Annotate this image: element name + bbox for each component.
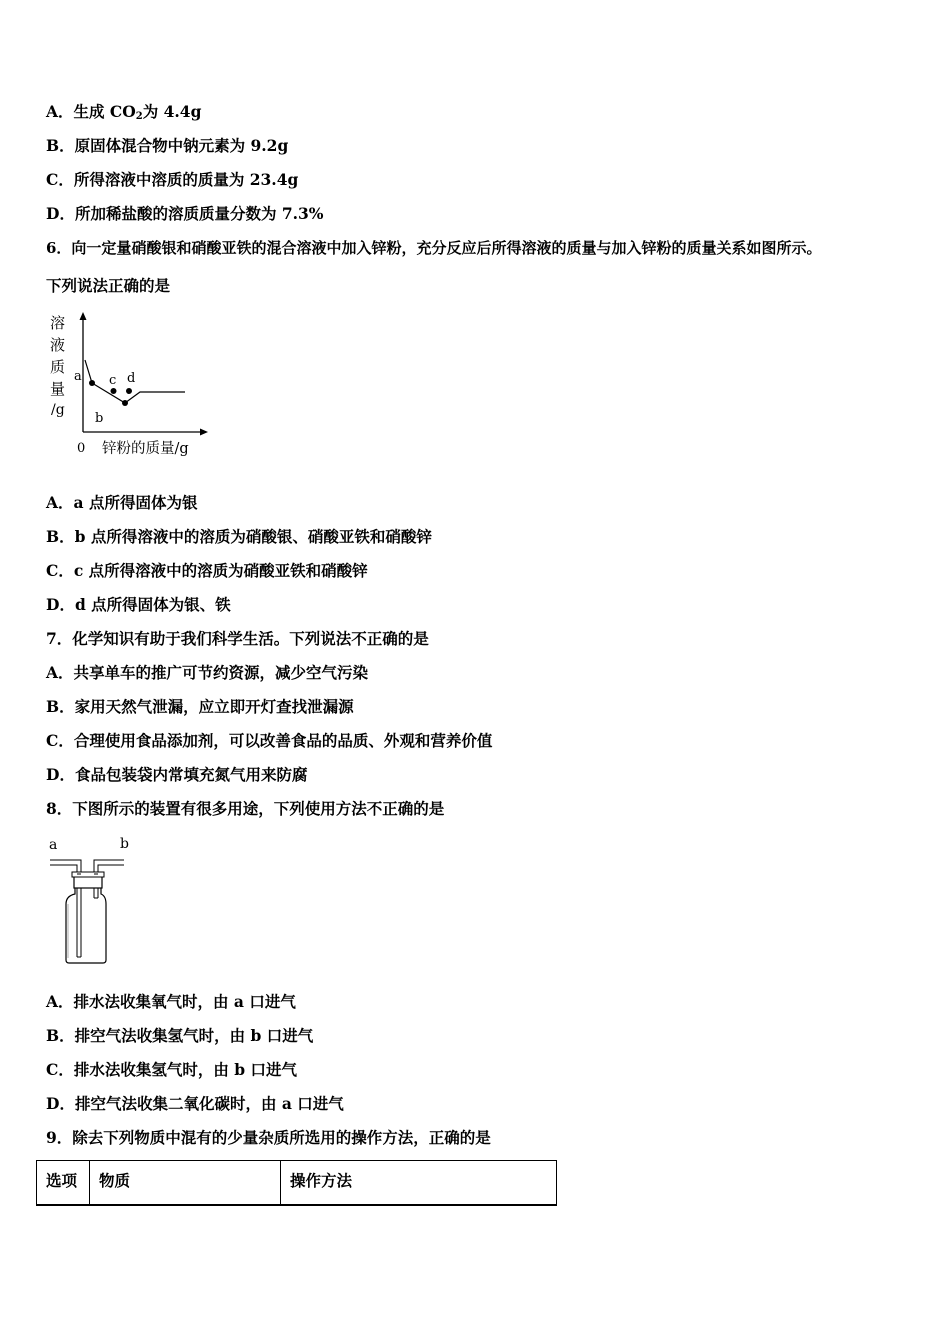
graph-label-d: d bbox=[127, 371, 136, 386]
q7-option-b: B．家用天然气泄漏，应立即开灯查找泄漏源 bbox=[46, 697, 354, 716]
graph-label-c: c bbox=[109, 373, 117, 388]
q6-stem-line1: 6．向一定量硝酸银和硝酸亚铁的混合溶液中加入锌粉，充分反应后所得溶液的质量与加入锌粉的质量关系如图所示。 bbox=[46, 239, 822, 257]
graph-point-b bbox=[122, 400, 128, 406]
q8-option-a: A．排水法收集氧气时，由 a 口进气 bbox=[46, 992, 296, 1011]
q8-stem: 8．下图所示的装置有很多用途，下列使用方法不正确的是 bbox=[46, 799, 445, 818]
graph-ylabel-5: /g bbox=[51, 402, 65, 418]
q9-options-table bbox=[36, 1160, 557, 1206]
q7-stem: 7．化学知识有助于我们科学生活。下列说法不正确的是 bbox=[46, 629, 429, 648]
table-header-substance: 物质 bbox=[90, 1161, 281, 1205]
graph-y-arrow bbox=[80, 312, 87, 320]
bottle-stopper bbox=[74, 876, 102, 888]
bottle-label-b: b bbox=[120, 836, 129, 852]
graph-point-a bbox=[89, 380, 95, 386]
graph-ylabel-3: 质 bbox=[50, 358, 66, 376]
q5-option-b: B．原固体混合物中钠元素为 9.2g bbox=[46, 136, 289, 155]
graph-x-arrow bbox=[200, 429, 208, 436]
q8-option-d: D．排空气法收集二氧化碳时，由 a 口进气 bbox=[46, 1094, 344, 1113]
bottle-stopper-top bbox=[72, 872, 104, 877]
q6-option-a: A．a 点所得固体为银 bbox=[46, 493, 198, 512]
q5-option-a: A．生成 $CO_2$为 4.4g bbox=[46, 102, 202, 122]
graph-label-a: a bbox=[74, 369, 82, 384]
bottle-label-a: a bbox=[49, 837, 58, 853]
q8-gas-bottle-figure bbox=[44, 832, 144, 972]
q5-option-d: D．所加稀盐酸的溶质质量分数为 7.3% bbox=[46, 204, 324, 223]
graph-label-b: b bbox=[95, 411, 104, 426]
q7-option-a: A．共享单车的推广可节约资源，减少空气污染 bbox=[46, 663, 369, 682]
q6-option-d: D．d 点所得固体为银、铁 bbox=[46, 595, 231, 614]
table-header-option: 选项 bbox=[37, 1161, 90, 1205]
graph-ylabel-4: 量 bbox=[50, 380, 66, 398]
q5-option-c: C．所得溶液中溶质的质量为 23.4g bbox=[46, 170, 299, 189]
bottle-body bbox=[66, 888, 106, 963]
q6-option-b: B．b 点所得溶液中的溶质为硝酸银、硝酸亚铁和硝酸锌 bbox=[46, 527, 432, 546]
graph-xlabel: 锌粉的质量/g bbox=[102, 441, 189, 457]
q6-stem-line2: 下列说法正确的是 bbox=[46, 276, 171, 295]
q9-stem: 9．除去下列物质中混有的少量杂质所选用的操作方法，正确的是 bbox=[46, 1128, 491, 1147]
q7-option-c: C．合理使用食品添加剂，可以改善食品的品质、外观和营养价值 bbox=[46, 731, 493, 750]
graph-point-d-dot bbox=[126, 388, 132, 394]
q7-option-d: D．食品包装袋内常填充氮气用来防腐 bbox=[46, 765, 308, 784]
graph-origin-label: 0 bbox=[77, 441, 86, 456]
q8-option-c: C．排水法收集氢气时，由 b 口进气 bbox=[46, 1060, 297, 1079]
q8-option-b: B．排空气法收集氢气时，由 b 口进气 bbox=[46, 1026, 314, 1045]
q6-option-c: C．c 点所得溶液中的溶质为硝酸亚铁和硝酸锌 bbox=[46, 561, 368, 580]
graph-ylabel-2: 液 bbox=[50, 336, 66, 354]
q6-mass-graph bbox=[44, 308, 224, 468]
table-header-method: 操作方法 bbox=[281, 1161, 557, 1205]
graph-ylabel-1: 溶 bbox=[50, 314, 66, 332]
graph-point-c-dot bbox=[111, 388, 117, 394]
table-header-row bbox=[37, 1161, 557, 1205]
